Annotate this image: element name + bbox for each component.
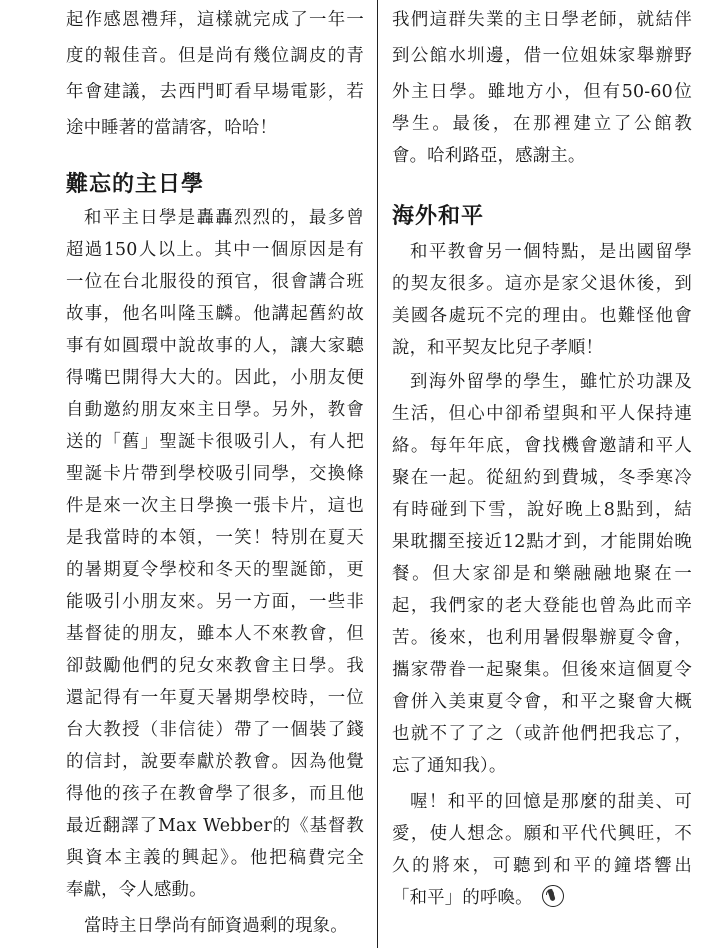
text-line: 能吸引小朋友來。另一方面，一些非 xyxy=(66,592,364,612)
text-line: 超過150人以上。其中一個原因是有 xyxy=(66,240,364,260)
text-line: 絡。每年年底，會找機會邀請和平人 xyxy=(392,436,692,456)
text-line: 餐。但大家卻是和樂融融地聚在一 xyxy=(392,564,692,584)
text-line: 果耽擱至接近12點才到，才能開始晚 xyxy=(392,532,692,552)
text-line: 愛，使人想念。願和平代代興旺，不 xyxy=(392,824,692,844)
column-divider xyxy=(377,0,378,948)
text-line: 的契友很多。這亦是家父退休後，到 xyxy=(392,274,692,294)
text-line: 卻鼓勵他們的兒女來教會主日學。我 xyxy=(66,656,364,676)
text-line: 聚在一起。從紐約到費城，冬季寒冷 xyxy=(392,468,692,488)
text-line: 會。哈利路亞，感謝主。 xyxy=(392,146,586,166)
text-line: 久的將來，可聽到和平的鐘塔響出 xyxy=(392,856,692,876)
text-line: 途中睡著的當請客，哈哈！ xyxy=(66,118,278,138)
section-heading: 難忘的主日學 xyxy=(66,171,205,197)
text-line: 到公館水圳邊，借一位姐妹家舉辦野 xyxy=(392,46,692,66)
text-line: 的暑期夏令學校和冬天的聖誕節，更 xyxy=(66,560,364,580)
text-line: 也就不了了之（或許他們把我忘了， xyxy=(392,724,692,744)
text-line: 自動邀約朋友來主日學。另外，教會 xyxy=(66,400,364,420)
text-line: 一位在台北服役的預官，很會講合班 xyxy=(66,272,364,292)
text-line: 當時主日學尚有師資過剩的現象。 xyxy=(84,916,348,936)
text-line: 基督徒的朋友，雖本人不來教會，但 xyxy=(66,624,364,644)
text-line: 年會建議，去西門町看早場電影，若 xyxy=(66,82,364,102)
text-line: 和平主日學是轟轟烈烈的，最多曾 xyxy=(84,208,364,228)
text-line: 攜家帶眷一起聚集。但後來這個夏令 xyxy=(392,660,692,680)
text-line: 「和平」的呼喚。 xyxy=(392,888,533,908)
end-mark-icon xyxy=(542,885,564,907)
text-line: 說，和平契友比兒子孝順！ xyxy=(392,338,604,358)
text-line: 度的報佳音。但是尚有幾位調皮的青 xyxy=(66,46,364,66)
text-line: 故事，他名叫隆玉麟。他講起舊約故 xyxy=(66,304,364,324)
text-line: 還記得有一年夏天暑期學校時，一位 xyxy=(66,688,364,708)
text-line: 到海外留學的學生，雖忙於功課及 xyxy=(410,372,692,392)
text-line: 有時碰到下雪，說好晚上8點到，結 xyxy=(392,500,692,520)
text-line: 會併入美東夏令會，和平之聚會大概 xyxy=(392,692,692,712)
text-line: 奉獻，令人感動。 xyxy=(66,880,207,900)
text-line: 是我當時的本領，一笑！特別在夏天 xyxy=(66,528,364,548)
text-line: 台大教授（非信徒）帶了一個裝了錢 xyxy=(66,720,364,740)
text-line: 苦。後來，也利用暑假舉辦夏令會， xyxy=(392,628,692,648)
text-line: 與資本主義的興起》。他把稿費完全 xyxy=(66,848,364,868)
text-line: 忘了通知我）。 xyxy=(392,756,507,776)
text-line: 美國各處玩不完的理由。也難怪他會 xyxy=(392,306,692,326)
final-line xyxy=(392,882,692,914)
text-line: 的信封，說要奉獻於教會。因為他覺 xyxy=(66,752,364,772)
text-line: 件是來一次主日學換一張卡片，這也 xyxy=(66,496,364,516)
text-line: 外主日學。雖地方小，但有50-60位 xyxy=(392,82,692,102)
text-line: 送的「舊」聖誕卡很吸引人，有人把 xyxy=(66,432,364,452)
text-line: 聖誕卡片帶到學校吸引同學，交換條 xyxy=(66,464,364,484)
text-line: 得嘴巴開得大大的。因此，小朋友便 xyxy=(66,368,364,388)
text-line: 學生。最後，在那裡建立了公館教 xyxy=(392,114,692,134)
text-line: 起作感恩禮拜，這樣就完成了一年一 xyxy=(66,10,364,30)
text-line: 喔！和平的回憶是那麼的甜美、可 xyxy=(410,792,692,812)
text-line: 生活，但心中卻希望與和平人保持連 xyxy=(392,404,692,424)
text-line: 我們這群失業的主日學老師，就結伴 xyxy=(392,10,692,30)
text-line: 起，我們家的老大登能也曾為此而辛 xyxy=(392,596,692,616)
text-line: 得他的孩子在教會學了很多，而且他 xyxy=(66,784,364,804)
text-line: 和平教會另一個特點，是出國留學 xyxy=(410,242,692,262)
text-line: 事有如圓環中說故事的人，讓大家聽 xyxy=(66,336,364,356)
text-line: 最近翻譯了Max Webber的《基督教 xyxy=(66,816,364,836)
section-heading: 海外和平 xyxy=(392,203,485,229)
